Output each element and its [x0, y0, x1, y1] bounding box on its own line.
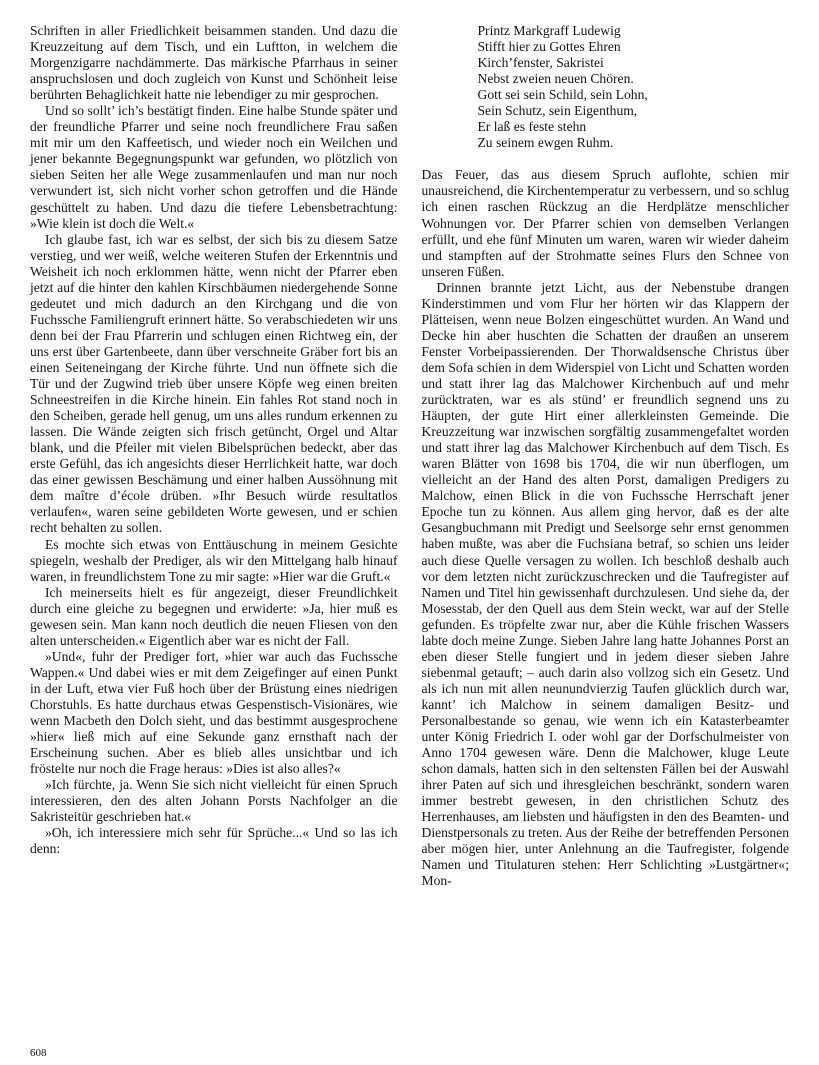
poem-line: Nebst zweien neuen Chören. [477, 71, 634, 87]
paragraph: Ich meinerseits hielt es für angezeigt, dieser Freundlichkeit durch eine gleiche zu begegnen und erwiderte: »Ja, hier muß es gewesen sein. Man kann noch deutlich die neuen Fliesen von den alten unterscheiden.« Eigentlich aber war es nicht der Fall. [30, 584, 398, 648]
paragraph: »Oh, ich interessiere mich sehr für Sprüche...« Und so las ich denn: [30, 825, 398, 857]
poem-line: Printz Markgraff Ludewig [477, 23, 621, 38]
paragraph-continuation: Schriften in aller Friedlichkeit beisammen standen. Und dazu die Kreuzzeitung auf dem Tisch, und ein Luftton, in welchem die Morgenzigarre nachdämmerte. Das märkische Pfarrhaus in seiner anspruchslosen und doch zugleich von Kunst und Schönheit leise berührten Behaglichkeit hatte nie lebendiger zu mir gesprochen. [30, 23, 398, 103]
poem-line: Er laß es feste stehn [477, 119, 587, 135]
poem-line: Zu seinem ewgen Ruhm. [477, 135, 614, 151]
paragraph: Es mochte sich etwas von Enttäuschung in meinem Gesichte spiegeln, weshalb der Prediger, als wir den Mittelgang halb hinauf waren, in freundlichstem Tone zu mir sagte: »Hier war die Gruft.« [30, 536, 398, 584]
page-number: 608 [30, 1047, 47, 1059]
poem-block [478, 23, 790, 151]
paragraph: »Und«, fuhr der Prediger fort, »hier war auch das Fuchssche Wappen.« Und dabei wies er mit dem Zeigefinger auf einen Punkt in der Luft, etwa vier Fuß hoch über der Brüstung eines niedrigen Chorstuhls. Es hatte durchaus etwas Gespenstisch-Visionäres, wie wenn Macbeth den Dolch sieht, und das bestimmt ausgesprochene »hier« ließ mich auf eine Sekunde ganz ernsthaft nach der Erscheinung suchen. Aber es blieb alles unsichtbar und ich fröstelte nur noch die Frage heraus: »Dies ist also alles?« [30, 648, 398, 777]
poem-line: Kirch’fenster, Sakristei [477, 55, 604, 71]
paragraph: Ich glaube fast, ich war es selbst, der sich bis zu diesem Satze verstieg, und wer weiß, welche weiteren Stufen der Erkenntnis und Weisheit ich noch erklommen hätte, wenn nicht der Pfarrer eben jetzt auf die hinter den kahlen Kirschbäumen niedergehende Sonne gedeutet und mich dadurch an den Kirchgang und die von Fuchssche Familiengruft erinnert hätte. So verabschiedeten wir uns denn bei der Frau Pfarrerin und schlugen einen Richtweg ein, der uns erst über Gartenbeete, dann über verschneite Gräber fort bis an einen Seiteneingang der Kirche führte. Und nun öffnete sich die Tür und der Zugwind trieb über unsere Köpfe weg einen breiten Schneestreifen in die Kirche hinein. Ein fahles Rot stand noch in den Scheiben, gerade hell genug, um uns alles rundum erkennen zu lassen. Die Wände zeigten sich frisch getüncht, Orgel und Altar blank, und die Pfeiler mit vielen Bibelsprüchen bedeckt, aber das erste Gefühl, das ich angesichts dieser Herrlichkeit hatte, war doch das einer gewissen Beschämung und einer halben Aussöhnung mit dem maître d’école drüben. »Ihr Besuch würde resultatlos verlaufen«, waren seine gebildeten Worte gewesen, und er schien recht behalten zu sollen. [30, 231, 398, 536]
paragraph: Das Feuer, das aus diesem Spruch auflohte, schien mir unausreichend, die Kirchentemperatur zu verbessern, und so schlug ich einen raschen Rückzug an die Herdplätze menschlicher Wohnungen vor. Der Pfarrer schien von demselben Verlangen erfüllt, und ehe fünf Minuten um waren, waren wir wieder daheim und stampften auf der Strohmatte seines Flurs den Schnee von unseren Füßen. [421, 167, 789, 279]
paragraph: »Ich fürchte, ja. Wenn Sie sich nicht vielleicht für einen Spruch interessieren, den des alten Johann Porsts Nachfolger an die Sakristeitür geschrieben hat.« [30, 777, 398, 825]
paragraph: Drinnen brannte jetzt Licht, aus der Nebenstube drangen Kinderstimmen und vom Flur her hörten wir das Klappern der Plätteisen, wenn neue Bolzen eingeschüttet wurden. An Wand und Decke hin aber huschten die Schatten der draußen an unserem Fenster Vorbeipassierenden. Der Thorwaldsensche Christus über dem Sofa schien in dem Widerspiel von Licht und Schatten worden und statt ihrer lag das Malchower Kirchenbuch auf und mehr zurücktraten, war es als stünd’ er freundlich segnend uns zu Häupten, der gute Hirt einer allerkleinsten Gemeinde. Die Kreuzzeitung war inzwischen sorgfältig zusammengefaltet worden und statt ihrer lag das Malchower Kirchenbuch auf dem Tisch. Es waren Blätter von 1698 bis 1704, die wir nun überflogen, um vielleicht an der Hand des alten Porst, damaligen Predigers zu Malchow, einen Blick in die von Fuchssche Herrschaft jener Epoche tun zu können. Aus allem ging hervor, daß es der alte Gesangbuchmann mit Predigt und Seelsorge sehr ernst genommen haben mußte, was aber die Fuchsiana betraf, so schien uns leider auch diese Quelle versagen zu wollen. Ich beschloß deshalb auch vor dem letzten nicht zurückzuschrecken und die Taufregister auf Namen und Titel hin gewissenhaft durchzulesen. Und siehe da, der Mosesstab, der den Quell aus dem Stein weckt, war auf der Stelle gefunden. Es tröpfelte zwar nur, aber die Kühle frischen Wassers labte doch meine Zunge. Sieben Jahre lang hatte Johannes Porst an eben dieser Stelle fungiert und in jedem dieser sieben Jahre siebenmal getauft; – auch darin also vollzog sich ein Gesetz. Und als ich nun mit allen neunundvierzig Taufen glücklich durch war, kannt’ ich Malchow in seinem damaligen Besitz- und Personalbestande so genau, wie wenn ich ein Katasterbeamter unter König Friedrich I. oder wohl gar der Dorfschulmeister von Anno 1704 gewesen wäre. Denn die Malchower, kluge Leute schon damals, hatten sich in den seltensten Fällen bei der Auswahl ihrer Paten auf sich und ihresgleichen beschränkt, sondern waren immer bestrebt gewesen, in den christlichen Schutz des Herrenhauses, am liebsten und häufigsten in den des Beamten- und Dienstpersonals zu treten. Aus der Reihe der betreffenden Personen aber mögen hier, unter Anlehnung an die Taufregister, folgende Namen und Titulaturen stehen: Herr Schlichting »Lustgärtner«; Mon- [421, 279, 789, 889]
poem-line: Sein Schutz, sein Eigenthum, [477, 103, 638, 119]
poem-line: Stifft hier zu Gottes Ehren [477, 39, 621, 55]
text-columns [30, 23, 789, 889]
poem-line: Gott sei sein Schild, sein Lohn, [477, 87, 648, 103]
left-column [30, 23, 398, 889]
right-column [422, 23, 790, 889]
paragraph: Und so sollt’ ich’s bestätigt finden. Eine halbe Stunde später und der freundliche Pfarrer und seine noch freundlichere Frau saßen mit mir um den Kaffeetisch, und wieder noch ein Weilchen und jener bekannte Begegnungspunkt war gefunden, wo plötzlich von sieben Seiten her alle Wege zusammenlaufen und man nur noch verwundert ist, sich nicht vorher schon getroffen und die Hände geschüttelt zu haben. Und dazu die tiefere Lebensbetrachtung: »Wie klein ist doch die Welt.« [30, 103, 398, 231]
